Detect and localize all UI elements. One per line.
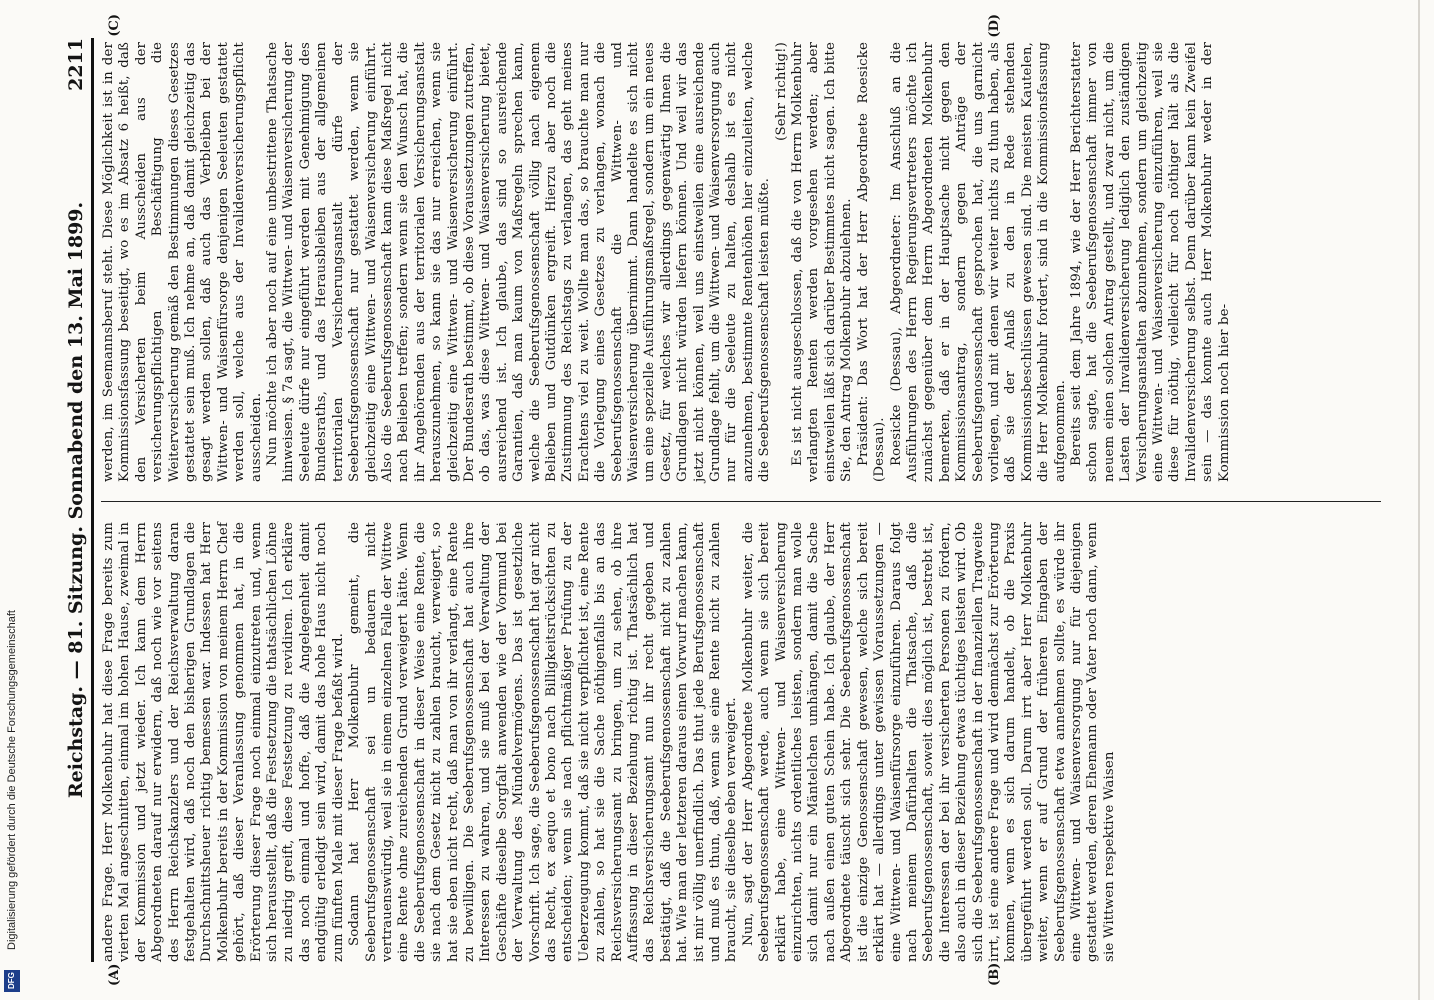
margin-marker-a: (A) xyxy=(107,963,122,986)
newspaper-page xyxy=(47,10,1387,990)
digitization-credit: Digitalisierung gefördert durch die Deutsche Forschungsgemeinschaft xyxy=(6,610,18,950)
paragraph: Es ist nicht ausgeschlossen, daß die von Herrn Molkenbuhr verlangten Renten werden vorgesehen werden; aber einstweilen läßt sich darüber Bestimmtes nicht sagen. Ich bitte Sie, den Antrag Molkenbuhr abzulehnen. xyxy=(790,42,855,482)
page-header xyxy=(61,38,91,962)
margin-marker-c: (C) xyxy=(107,14,122,37)
right-column xyxy=(101,42,1233,482)
paragraph: Sodann hat Herr Molkenbuhr gemeint, die Seeberufsgenossenschaft sei un bedauern nicht vertrauenswürdig, weil sie in einem einzelnen Falle der Wittwe eine Rente ohne zureichenden Grund verweigert hätte. Wenn die Seeberufsgenossenschaft in dieser Weise eine Rente, die sie nach dem Gesetz nicht zu zahlen braucht, verweigert, so hat sie eben nicht recht, daß man von ihr verlangt, eine Rente zu bewilligen. Die Seeberufsgenossenschaft hat auch ihre Interessen zu wahren, und sie muß bei der Verwaltung der Geschäfte dieselbe Sorgfalt anwenden wie der Vormund bei der Verwaltung des Mündelvermögens. Das ist gesetzliche Vorschrift. Ich sage, die Seeberufsgenossenschaft hat gar nicht das Recht, ex aequo et bono nach Billigkeitsrücksichten zu entscheiden; wenn sie nach pflichtmäßiger Prüfung zu der Ueberzeugung kommt, daß sie nicht verpflichtet ist, eine Rente zu zahlen, so hat sie die Sache nöthigenfalls bis an das Reichsversicherungsamt zu bringen, um zu sehen, ob ihre Auffassung in dieser Beziehung richtig ist. Thatsächlich hat das Reichsversicherungsamt nun ihr recht gegeben und bestätigt, daß die Seeberufsgenossenschaft nicht zu zahlen hat. Wie man der letzteren daraus einen Vorwurf machen kann, ist mir völlig unerfindlich. Das thut jede Berufsgenossenschaft und muß es thun, daß, wenn sie eine Rente nicht zu zahlen braucht, sie dieselbe eben verweigert. xyxy=(347,522,740,962)
paragraph: andere Frage. Herr Molkenbuhr hat diese Frage bereits zum vierten Mal angeschnitten, einmal im hohen Hause, zweimal in der Kommission und jetzt wieder. Ich kann dem Herrn Abgeordneten darauf nur erwidern, daß noch wie vor seitens des Herrn Reichskanzlers und der Reichsverwaltung daran festgehalten wird, daß noch den bisherigen Grundlagen die Durchschnittsheuer richtig bemessen war. Indessen hat Herr Molkenbuhr bereits in der Kommission von meinem Herrn Chef gehört, daß dieser Veranlassung genommen hat, in die Erörterung dieser Frage noch einmal einzutreten und, wenn sich herausstellt, daß die Festsetzung die thatsächlichen Löhne zu niedrig greift, diese Festsetzung zu revidiren. Ich erkläre das noch einmal und hoffe, daß die Angelegenheit damit endgültig erledigt sein wird, damit das hohe Haus nicht noch zum fünften Male mit dieser Frage befaßt wird. xyxy=(101,522,346,962)
interjection: (Sehr richtig!) xyxy=(773,42,789,141)
speaker-paragraph: Roesicke (Dessau), Abgeordneter: Im Anschluß an die Ausführungen des Herrn Regierungsvertreters möchte ich zunächst gegenüber dem Herrn Abgeordneten Molkenbuhr bemerken, daß er in der Hauptsache nicht gegen den Kommissionsantrag, sondern gegen Anträge der Seeberufsgenossenschaft gesprochen hat, die uns garnicht vorliegen, und mit denen wir weiter nichts zu thun haben, als daß sie der Anlaß zu den in Rede stehenden Kommissionsbeschlüssen gewesen sind. Die meisten Kautelen, die Herr Molkenbuhr fordert, sind in die Kommissionsfassung aufgenommen. xyxy=(888,42,1068,482)
column-divider xyxy=(101,501,1381,502)
left-column xyxy=(101,522,1118,962)
page-title: Reichstag. — 81. Sitzung. Sonnabend den 13. Mai 1899. xyxy=(65,201,87,799)
margin-marker-d: (D) xyxy=(987,14,1002,38)
speaker-paragraph: Präsident: Das Wort hat der Herr Abgeordnete Roesicke (Dessau). xyxy=(855,42,888,482)
page-edge-right xyxy=(1418,0,1420,1000)
paragraph: werden, im Seemannsberuf steht. Diese Möglichkeit ist in der Kommissionsfassung beseitigt, wo es im Absatz 6 heißt, daß den Versicherten beim Ausscheiden aus der versicherungspflichtigen Beschäftigung die Weiterversicherung gemäß den Bestimmungen dieses Gesetzes gestattet sein muß. Ich nehme an, daß damit gleichzeitig das gesagt werden sollen, daß auch das Verbleiben bei der Wittwen- und Waisenfürsorge denjenigen Seeleuten gestattet werden soll, welche aus der Invalidenversicherungspflicht ausscheiden. xyxy=(101,42,264,482)
dfg-logo: DFG xyxy=(4,970,20,992)
page-number: 2211 xyxy=(65,38,87,91)
paragraph: Nun, sagt der Herr Abgeordnete Molkenbuhr weiter, die Seeberufsgenossenschaft werde, auch wenn sie sich bereit erklärt habe, eine Wittwen- und Waisenversicherung einzurichten, nichts ordentliches leisten, sondern man wolle sich damit nur ein Mäntelchen umhängen, damit die Sache nach außen einen guten Schein habe. Ich glaube, der Herr Abgeordnete täuscht sich sehr. Die Seeberufsgenossenschaft ist die einzige Genossenschaft gewesen, welche sich bereit erklärt hat — allerdings unter gewissen Voraussetzungen — eine Wittwen- und Waisenfürsorge einzuführen. Daraus folgt nach meinem Dafürhalten die Thatsache, daß die Seeberufsgenossenschaft, soweit dies möglich ist, bestrebt ist, die Interessen der bei ihr versicherten Personen zu fördern, also auch in dieser Beziehung etwas tüchtiges leisten wird. Ob sich die Seeberufsgenossenschaft in der finanziellen Tragweite irrt, ist eine andere Frage und wird demnächst zur Erörterung kommen, wenn es sich darum handelt, ob die Praxis übergeführt werden soll. Darum irrt aber Herr Molkenbuhr weiter, wenn er auf Grund der früheren Eingaben der Seeberufsgenossenschaft etwa annehmen sollte, es würde ihr eine Wittwen- und Waisenversorgung nur für diejenigen gestattet werden, deren Ehemann oder Vater noch dann, wenn sie Wittwen respektive Waisen xyxy=(740,522,1117,962)
paragraph: Bereits seit dem Jahre 1894, wie der Herr Berichterstatter schon sagte, hat die Seeberufsgenossenschaft immer von neuem einen solchen Antrag gestellt, und zwar nicht, um die Lasten der Invalidenversicherung lediglich den zuständigen Versicherungsanstalten abzunehmen, sondern um gleichzeitig eine Wittwen- und Waisenversicherung einzuführen, weil sie diese für nöthig, vielleicht für noch nöthiger hält als die Invalidenversicherung selbst. Denn darüber kann kein Zweifel sein — das konnte auch Herr Molkenbuhr weder in der Kommission noch hier be- xyxy=(1068,42,1232,482)
paragraph: Nun möchte ich aber noch auf eine unbestrittene Thatsache hinweisen. § 7a sagt, die Wittwen- und Waisenversicherung der Seeleute dürfe nur eingeführt werden mit Genehmigung des Bundesraths, und das Herausbleiben aus der allgemeinen territorialen Versicherungsanstalt dürfe der Seeberufsgenossenschaft nur gestattet werden, wenn sie gleichzeitig eine Wittwen- und Waisenversicherung einführt. Also die Seeberufsgenossenschaft kann diese Maßregel nicht nach Belieben treffen; sondern wenn sie den Wunsch hat, die ihr Angehörenden aus der territorialen Versicherungsanstalt herauszunehmen, so kann sie das nur erreichen, wenn sie gleichzeitig eine Wittwen- und Waisenversicherung einführt. Der Bundesrath bestimmt, ob diese Voraussetzungen zutreffen, ob das, was diese Wittwen- und Waisenversicherung bietet, ausreichend ist. Ich glaube, das sind so ausreichende Garantien, daß man kaum von Maßregeln sprechen kann, welche die Seeberufsgenossenschaft völlig nach eigenem Belieben und Gutdünken ergreift. Hierzu aber noch die Zustimmung des Reichstags zu verlangen, das geht meines Erachtens viel zu weit. Wollte man das, so brauchte man nur die Vorlegung eines Gesetzes zu verlangen, wonach die Seeberufsgenossenschaft die Wittwen- und Waisenversicherung übernimmt. Dann handelte es sich nicht um eine spezielle Ausführungsmaßregel, sondern um ein neues Gesetz, für welches wir allerdings gegenwärtig Ihnen die Grundlagen nicht würden liefern können. Und weil wir das jetzt nicht können, weil uns einstweilen eine ausreichende Grundlage fehlt, um die Wittwen- und Waisenversorgung auch nur für die Seeleute zu halten, deshalb ist es nicht anzunehmen, bestimmte Rentenhöhen hier einzuleiten, welche die Seeberufsgenossenschaft leisten müßte. xyxy=(265,42,773,482)
header-rule xyxy=(91,38,94,962)
margin-marker-b: (B) xyxy=(987,962,1002,986)
